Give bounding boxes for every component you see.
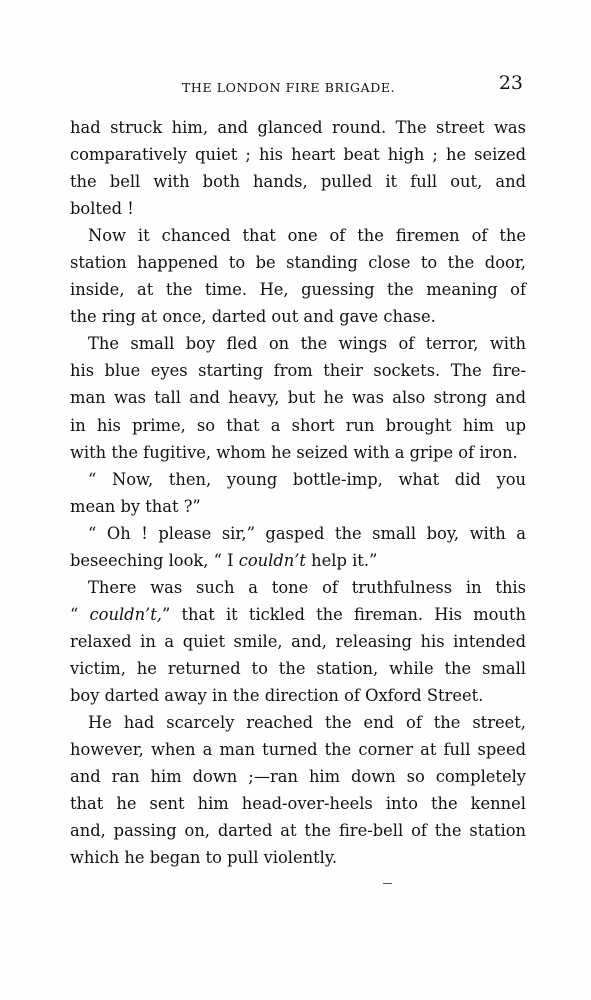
text-segment: beseeching look, “ I xyxy=(70,550,239,570)
text-line: in his prime, so that a short run brought him up xyxy=(70,415,526,435)
text-line: bolted ! xyxy=(70,199,134,219)
page-header xyxy=(70,72,525,102)
text-line: mean by that ?” xyxy=(70,496,201,516)
italic-emphasis: couldn’t xyxy=(238,550,306,570)
text-line: man was tall and heavy, but he was also strong and xyxy=(70,388,526,408)
text-segment: “ xyxy=(70,604,90,624)
text-line: and ran him down ;—ran him down so completely xyxy=(70,767,526,787)
text-line: relaxed in a quiet smile, and, releasing his intended xyxy=(70,631,526,651)
text-line: “ Oh ! please sir,” gasped the small boy, with a xyxy=(88,523,526,543)
text-line xyxy=(70,601,526,628)
body-text xyxy=(70,114,526,871)
text-line: The small boy fled on the wings of terror, with xyxy=(88,334,526,354)
text-line: the ring at once, darted out and gave chase. xyxy=(70,307,436,327)
text-line: which he began to pull violently. xyxy=(70,848,338,868)
text-line: boy darted away in the direction of Oxford Street. xyxy=(70,685,484,705)
text-line: comparatively quiet ; his heart beat high ; he seized xyxy=(70,145,526,165)
text-segment: help it.” xyxy=(305,550,378,570)
text-line: He had scarcely reached the end of the street, xyxy=(88,713,526,733)
text-line: and, passing on, darted at the fire-bell of the station xyxy=(70,821,526,841)
text-segment: ” that it tickled the fireman. His mouth xyxy=(161,604,526,624)
text-line: There was such a tone of truthfulness in this xyxy=(88,577,526,597)
text-line: his blue eyes starting from their sockets. The fire- xyxy=(70,361,526,381)
text-line: that he sent him head-over-heels into the kennel xyxy=(70,794,526,814)
text-line xyxy=(70,547,526,574)
text-line: with the fugitive, whom he seized with a gripe of iron. xyxy=(70,442,518,462)
text-line: victim, he returned to the station, while the small xyxy=(70,658,526,678)
italic-emphasis: couldn’t, xyxy=(89,604,162,624)
text-line: station happened to be standing close to the door, xyxy=(70,253,526,273)
running-head: THE LONDON FIRE BRIGADE. xyxy=(182,80,396,95)
text-line: the bell with both hands, pulled it full out, and xyxy=(70,172,526,192)
text-line: however, when a man turned the corner at full speed xyxy=(70,740,526,760)
text-line: “ Now, then, young bottle-imp, what did you xyxy=(88,469,526,489)
text-line: had struck him, and glanced round. The street was xyxy=(70,118,526,137)
page-number: 23 xyxy=(498,72,523,94)
text-line: Now it chanced that one of the firemen of the xyxy=(88,226,526,246)
printer-mark xyxy=(383,883,392,884)
text-line: inside, at the time. He, guessing the meaning of xyxy=(70,280,526,300)
